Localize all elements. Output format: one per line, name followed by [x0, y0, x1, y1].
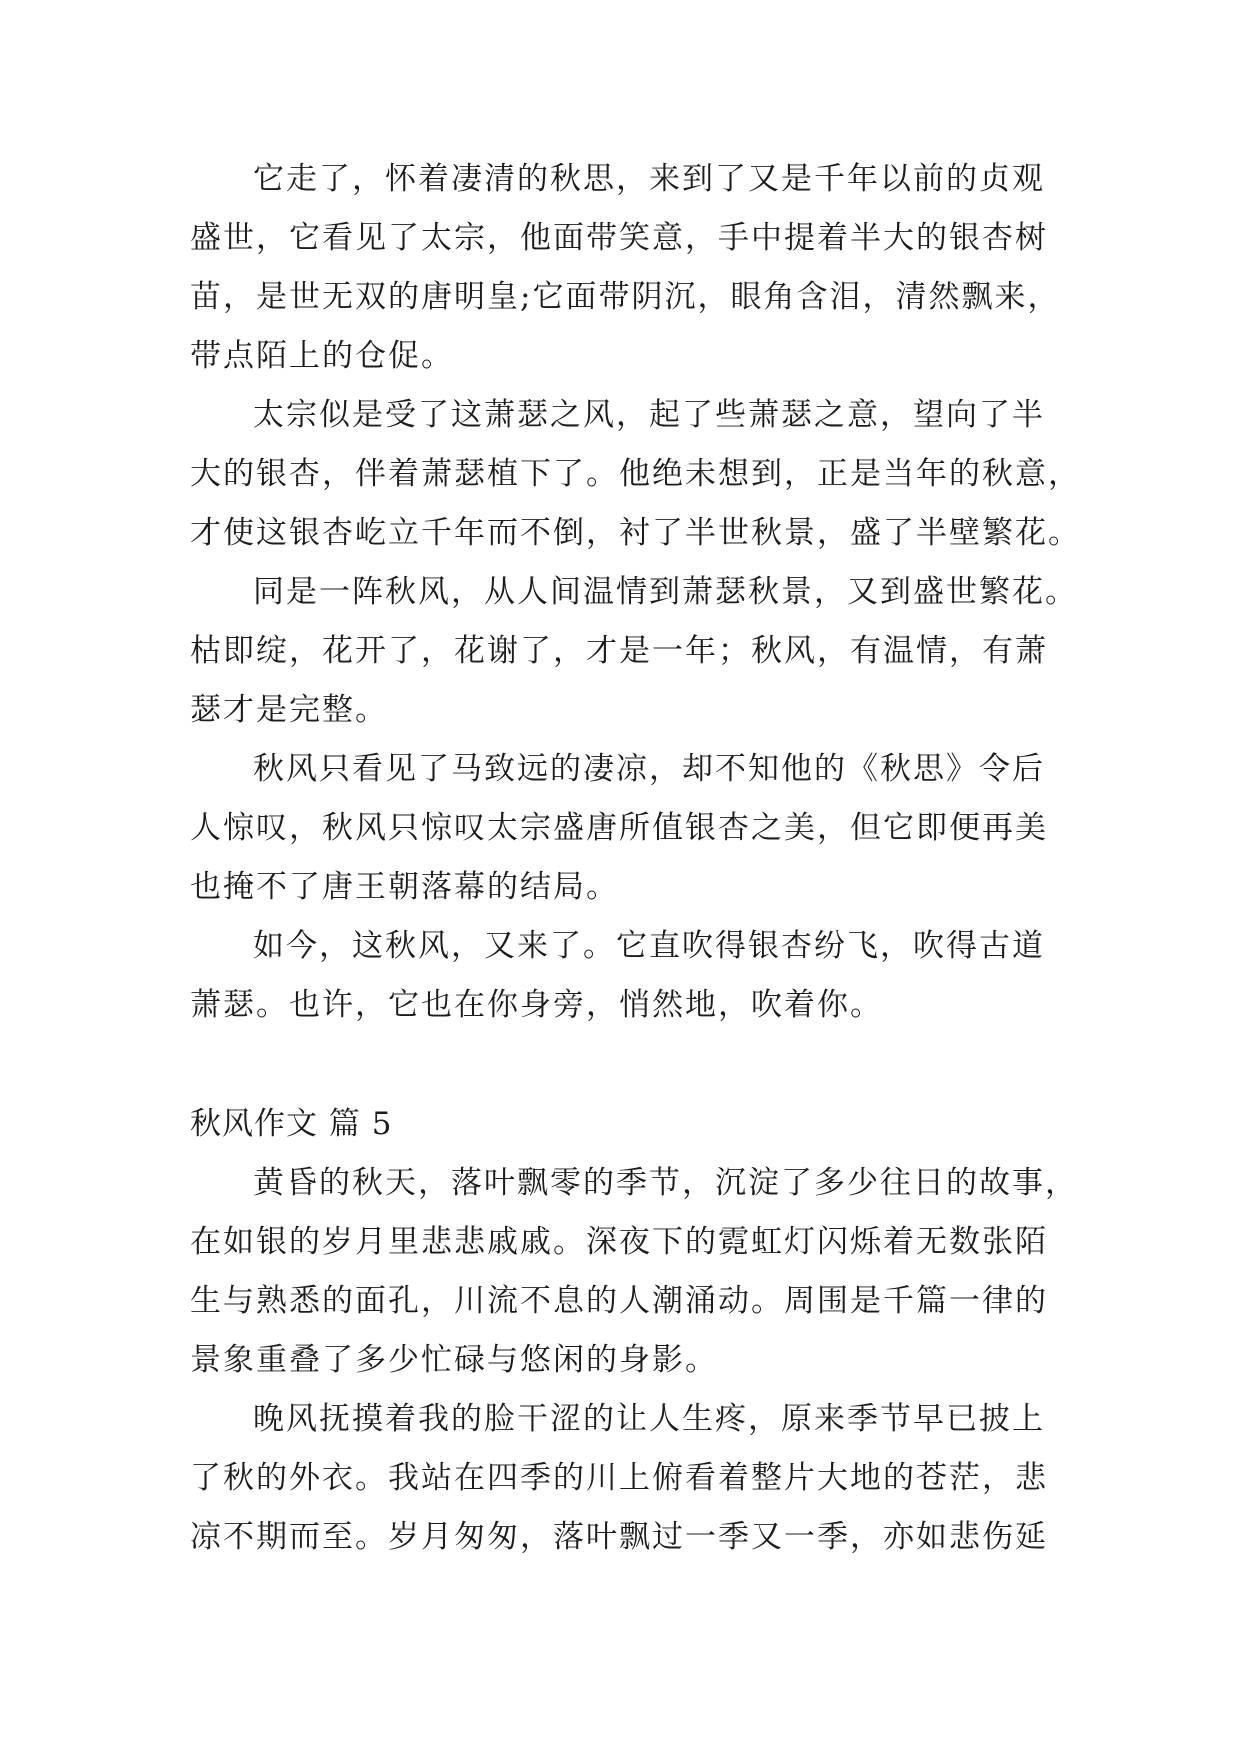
paragraph-line: 也掩不了唐王朝落幕的结局。 — [190, 869, 619, 905]
paragraph-line: 同是一阵秋风，从人间温情到萧瑟秋景，又到盛世繁花。 — [253, 574, 1078, 610]
section-title: 秋风作文 篇 5 — [190, 1106, 393, 1142]
paragraph-line: 晚风抚摸着我的脸干涩的让人生疼，原来季节早已披上 — [253, 1401, 1045, 1437]
paragraph-line: 人惊叹，秋风只惊叹太宗盛唐所值银杏之美，但它即便再美 — [190, 810, 1048, 846]
paragraph-line: 带点陌上的仓促。 — [190, 338, 454, 374]
paragraph-line: 景象重叠了多少忙碌与悠闲的身影。 — [190, 1342, 718, 1378]
paragraph-line: 如今，这秋风，又来了。它直吹得银杏纷飞，吹得古道 — [253, 928, 1045, 964]
paragraph-line: 生与熟悉的面孔，川流不息的人潮涌动。周围是千篇一律的 — [190, 1283, 1048, 1319]
paragraph-line: 枯即绽，花开了，花谢了，才是一年；秋风，有温情，有萧 — [190, 633, 1048, 669]
paragraph-line: 秋风只看见了马致远的凄凉，却不知他的《秋思》令后 — [253, 751, 1045, 787]
paragraph-line: 萧瑟。也许，它也在你身旁，悄然地，吹着你。 — [190, 987, 883, 1023]
paragraph-line: 在如银的岁月里悲悲戚戚。深夜下的霓虹灯闪烁着无数张陌 — [190, 1224, 1048, 1260]
paragraph-line: 黄昏的秋天，落叶飘零的季节，沉淀了多少往日的故事， — [253, 1165, 1078, 1201]
paragraph-line: 才使这银杏屹立千年而不倒，衬了半世秋景，盛了半壁繁花。 — [190, 515, 1081, 551]
paragraph-line: 了秋的外衣。我站在四季的川上俯看着整片大地的苍茫，悲 — [190, 1460, 1048, 1496]
paragraph-line: 它走了，怀着凄清的秋思，来到了又是千年以前的贞观 — [253, 161, 1045, 197]
paragraph-line: 大的银杏，伴着萧瑟植下了。他绝未想到，正是当年的秋意， — [190, 456, 1081, 492]
paragraph-line: 凉不期而至。岁月匆匆，落叶飘过一季又一季，亦如悲伤延 — [190, 1519, 1048, 1555]
document-body — [190, 150, 1090, 1567]
paragraph-line: 苗，是世无双的唐明皇;它面带阴沉，眼角含泪，清然飘来， — [190, 279, 1061, 315]
paragraph-line: 瑟才是完整。 — [190, 692, 388, 728]
paragraph-line: 太宗似是受了这萧瑟之风，起了些萧瑟之意，望向了半 — [253, 397, 1045, 433]
paragraph-line: 盛世，它看见了太宗，他面带笑意，手中提着半大的银杏树 — [190, 220, 1048, 256]
